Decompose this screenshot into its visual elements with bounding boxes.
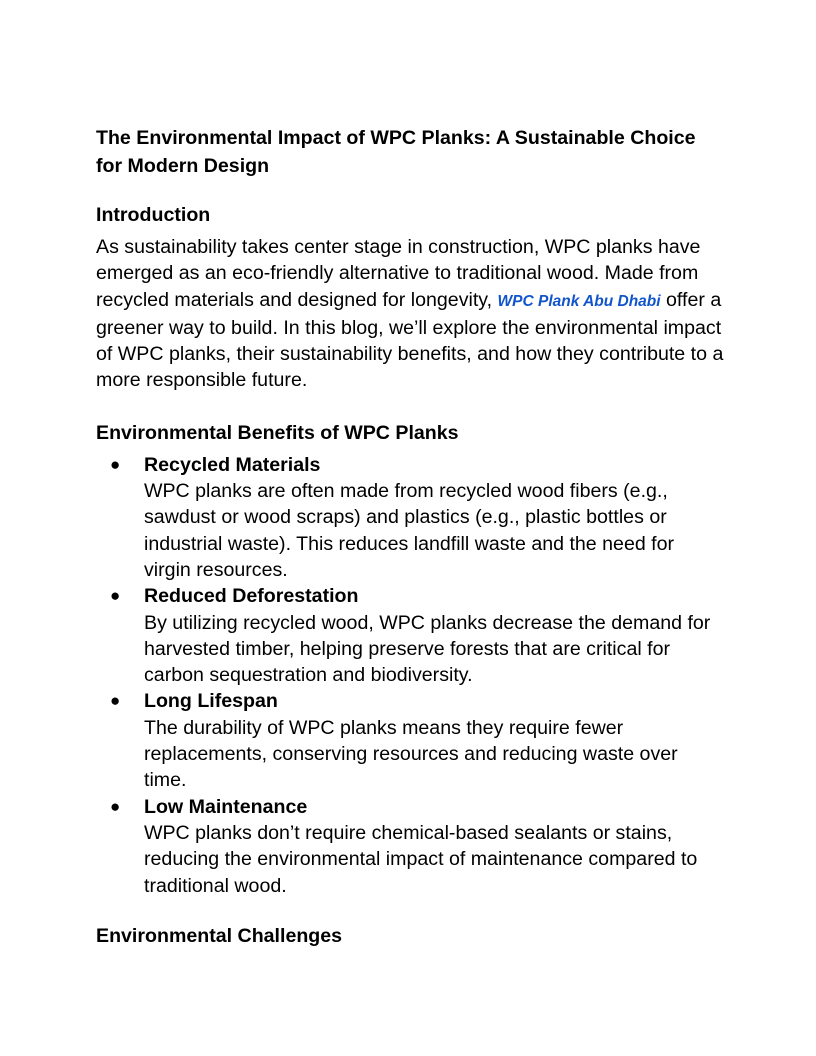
benefit-title: Long Lifespan xyxy=(144,690,278,713)
list-item xyxy=(96,794,724,899)
benefit-description: By utilizing recycled wood, WPC planks decrease the demand for harvested timber, helping preserve forests that are critical for carbon sequestration and biodiversity. xyxy=(144,611,711,687)
list-item xyxy=(96,452,724,583)
introduction-text-end: offer a greener way to build. In this blog, we’ll explore the environmental impact of WPC planks, their sustainability benefits, and how they contribute to a more responsible future. xyxy=(96,288,724,392)
wpc-plank-abu-dhabi-link[interactable]: WPC Plank Abu Dhabi xyxy=(497,292,661,310)
challenges-heading: Environmental Challenges xyxy=(96,924,343,947)
benefit-description: WPC planks don’t require chemical-based sealants or stains, reducing the environmental impact of maintenance compared to traditional wood. xyxy=(144,821,698,897)
benefit-title: Low Maintenance xyxy=(144,795,308,818)
bullet-dot-icon: ● xyxy=(110,586,121,606)
benefits-list xyxy=(96,452,724,899)
document-page xyxy=(96,124,724,949)
bullet-dot-icon: ● xyxy=(110,796,121,816)
benefit-title: Recycled Materials xyxy=(144,453,321,476)
introduction-text-start: As sustainability takes center stage in construction, WPC planks have emerged as an eco-friendly alternative to traditional wood. Made from recycled materials and designed for longevity, xyxy=(96,236,701,311)
bullet-dot-icon: ● xyxy=(110,454,121,474)
benefit-description: WPC planks are often made from recycled wood fibers (e.g., sawdust or wood scraps) and plastics (e.g., plastic bottles or industrial waste). This reduces landfill waste and the need for virgin resources. xyxy=(144,480,675,581)
benefit-description: The durability of WPC planks means they require fewer replacements, conserving resources and reducing waste over time. xyxy=(144,716,678,792)
introduction-heading: Introduction xyxy=(96,204,211,226)
benefits-heading: Environmental Benefits of WPC Planks xyxy=(96,421,459,444)
document-title: The Environmental Impact of WPC Planks: A Sustainable Choice for Modern Design xyxy=(96,127,696,177)
bullet-dot-icon: ● xyxy=(110,691,121,711)
introduction-paragraph xyxy=(96,234,724,394)
list-item xyxy=(96,688,724,793)
list-item xyxy=(96,583,724,688)
benefit-title: Reduced Deforestation xyxy=(144,585,359,608)
